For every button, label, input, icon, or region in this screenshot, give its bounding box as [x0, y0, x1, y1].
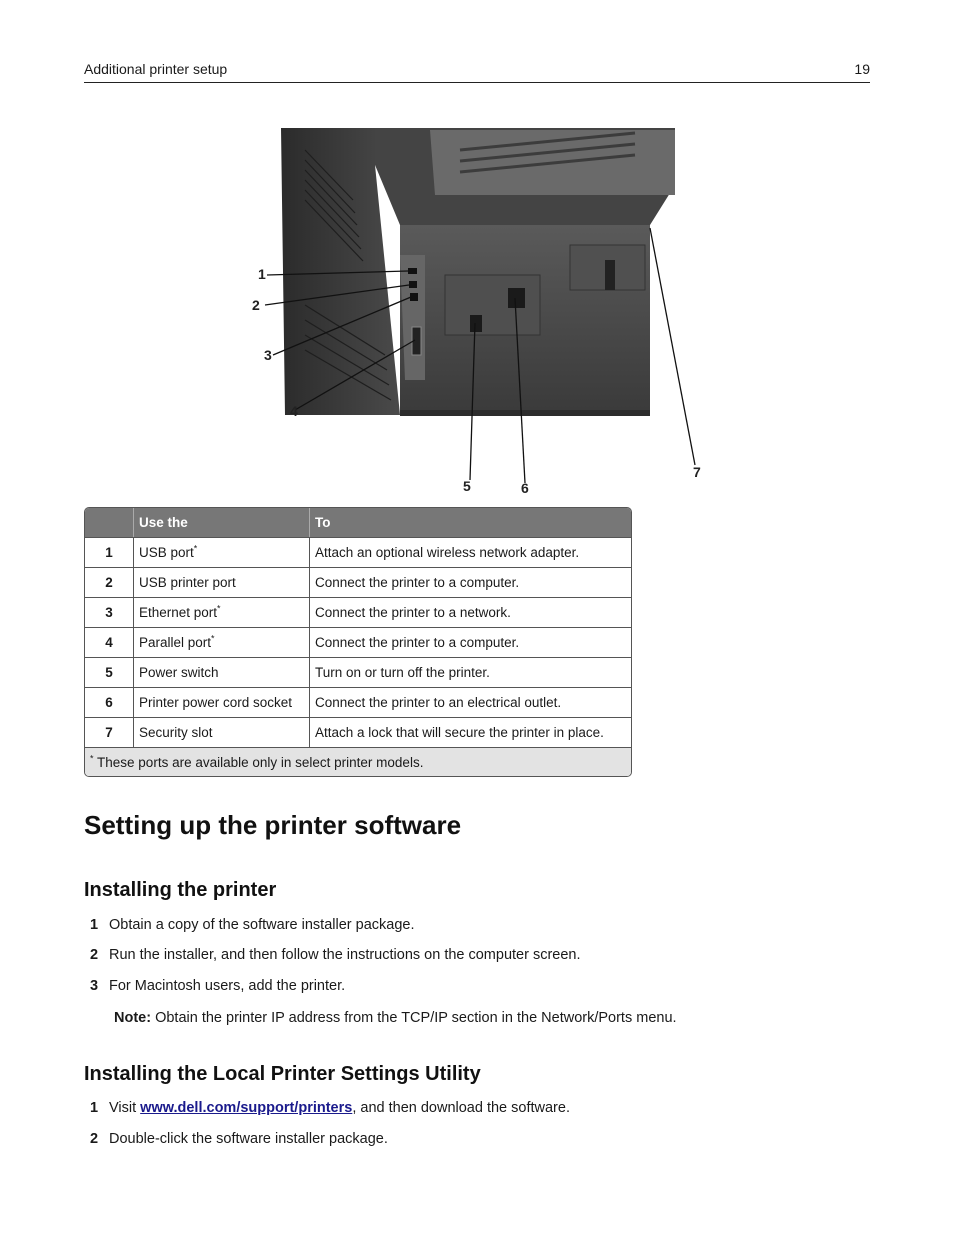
utility-step-1: 1 Visit www.dell.com/support/printers, and then download the software.: [90, 1100, 570, 1116]
table-header-to: To: [309, 508, 631, 537]
subsection-local-settings-utility: Installing the Local Printer Settings Utility: [84, 1063, 481, 1085]
row-number: 5: [85, 657, 133, 687]
callout-4: 4: [290, 403, 298, 419]
install-step-3: 3 For Macintosh users, add the printer.: [90, 978, 346, 994]
section-title: Setting up the printer software: [84, 810, 462, 840]
row-purpose: Connect the printer to a computer.: [309, 627, 631, 657]
row-number: 1: [85, 537, 133, 567]
table-row: [85, 687, 631, 717]
install-step-1: 1 Obtain a copy of the software installer package.: [90, 917, 415, 933]
ports-table: [84, 507, 632, 777]
table-row: [85, 717, 631, 747]
page-header: [84, 60, 870, 83]
row-item: Power switch: [133, 657, 309, 687]
row-number: 4: [85, 627, 133, 657]
table-row: [85, 597, 631, 627]
table-header-use: Use the: [133, 508, 309, 537]
footnote-marker: *: [217, 603, 221, 614]
table-header-num: [85, 508, 133, 537]
callout-7: 7: [693, 464, 701, 480]
printer-rear-illustration: [245, 125, 715, 500]
row-item: USB printer port: [133, 567, 309, 597]
row-number: 6: [85, 687, 133, 717]
callout-1: 1: [258, 266, 266, 282]
table-row: [85, 657, 631, 687]
dell-support-link[interactable]: www.dell.com/support/printers: [140, 1100, 353, 1116]
row-item: Ethernet port*: [133, 597, 309, 627]
table-footnote-row: [85, 747, 631, 776]
row-item: Parallel port*: [133, 627, 309, 657]
printer-rear-drawing: [245, 125, 715, 500]
table-footnote: * These ports are available only in select printer models.: [85, 747, 631, 776]
row-purpose: Attach a lock that will secure the printer in place.: [309, 717, 631, 747]
row-item: Security slot: [133, 717, 309, 747]
install-note: Note: Obtain the printer IP address from the TCP/IP section in the Network/Ports menu.: [114, 1010, 677, 1026]
table-row: [85, 567, 631, 597]
footnote-marker: *: [211, 633, 215, 644]
table-row: [85, 537, 631, 567]
row-purpose: Connect the printer to a network.: [309, 597, 631, 627]
callout-5: 5: [463, 478, 471, 494]
row-purpose: Connect the printer to an electrical outlet.: [309, 687, 631, 717]
row-number: 2: [85, 567, 133, 597]
row-item: Printer power cord socket: [133, 687, 309, 717]
callout-6: 6: [521, 480, 529, 496]
row-number: 3: [85, 597, 133, 627]
row-purpose: Connect the printer to a computer.: [309, 567, 631, 597]
footnote-marker: *: [193, 543, 198, 554]
row-purpose: Attach an optional wireless network adapter.: [309, 537, 631, 567]
callout-2: 2: [252, 297, 260, 313]
table-header-row: [85, 508, 631, 537]
header-section-title: Additional printer setup: [84, 61, 228, 77]
page-number: 19: [854, 61, 870, 77]
callout-3: 3: [264, 347, 272, 363]
utility-step-2: 2 Double-click the software installer package.: [90, 1131, 388, 1147]
row-item: USB port*: [133, 537, 309, 567]
row-number: 7: [85, 717, 133, 747]
install-step-2: 2 Run the installer, and then follow the instructions on the computer screen.: [90, 947, 581, 963]
table-row: [85, 627, 631, 657]
row-purpose: Turn on or turn off the printer.: [309, 657, 631, 687]
subsection-installing-printer: Installing the printer: [84, 879, 277, 901]
